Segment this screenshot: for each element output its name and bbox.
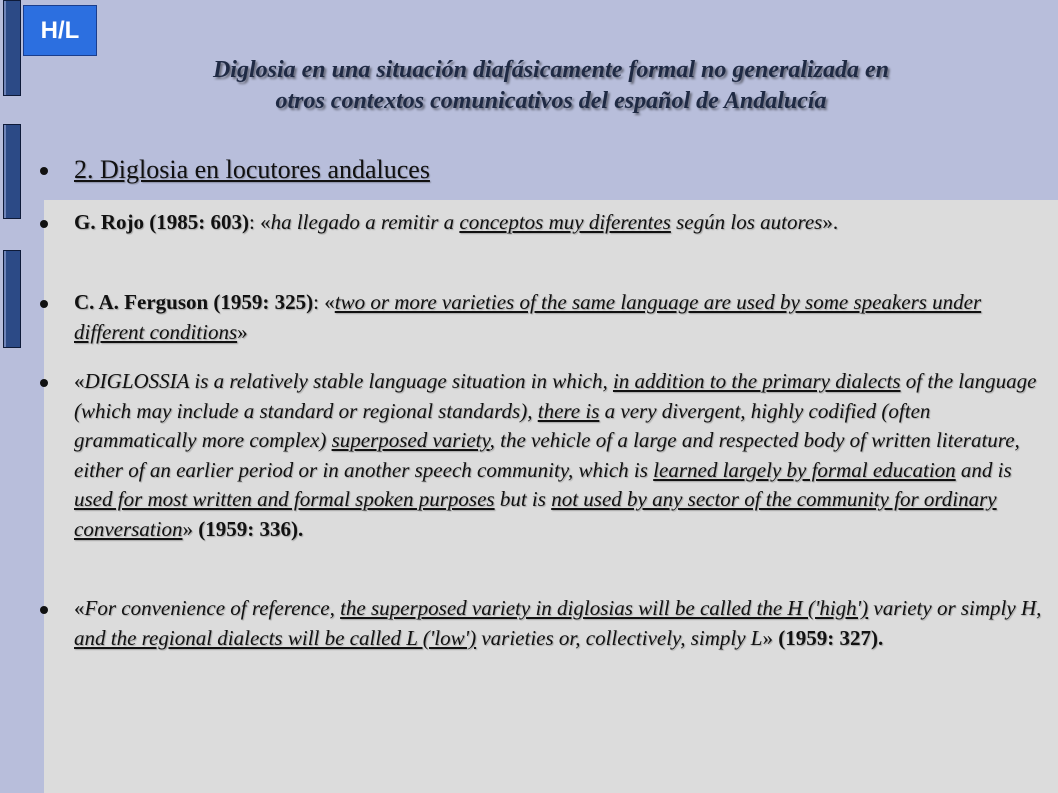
hl-badge: H/L [23, 5, 97, 56]
quote-underlined: superposed variety [331, 428, 490, 452]
quote-close: » [182, 516, 199, 541]
quote-underlined: conceptos muy diferentes [459, 210, 671, 234]
bullet-definition [74, 367, 1044, 544]
quote-text: según los autores [670, 210, 823, 234]
separator: : « [248, 210, 271, 234]
quote-text: varieties or, collectively, simply L [476, 625, 763, 650]
quote-underlined: used for most written and formal spoken purposes [74, 487, 495, 511]
bullet-dot [40, 379, 48, 387]
bullet-dot [40, 606, 48, 614]
quote-close: ». [822, 210, 839, 234]
quote-text: and is [955, 457, 1012, 482]
quote-text: a very divergent, highly codified (often grammatically more complex) [74, 398, 931, 452]
heading-text: 2. Diglosia en locutores andaluces [74, 155, 430, 184]
quote-underlined: two or more varieties of the same language are used by some speakers under different conditions [74, 290, 982, 344]
quote-underlined: and the regional dialects will be called L ('low') [74, 625, 477, 650]
quote-text: , the vehicle of a large and respected body of written literature, either of an earlier period or in another speech community, which is [74, 428, 1020, 482]
citation: (1959: 336). [198, 516, 304, 541]
quote-text: but is [494, 487, 552, 511]
quote-text: of the language (which may include a standard or regional standards), [74, 369, 1037, 423]
quote-underlined: the superposed variety in diglosias will be called the H ('high') [340, 596, 869, 620]
decorative-bar [3, 124, 21, 219]
slide-title [44, 55, 1058, 117]
bullet-rojo [74, 208, 1044, 238]
quote-underlined: not used by any sector of the community for ordinary conversation [74, 487, 997, 541]
bullet-dot [40, 220, 48, 228]
citation: (1959: 327). [778, 625, 884, 650]
bullet-convenience [74, 594, 1044, 653]
bullet-dot [40, 167, 48, 175]
decorative-bar [3, 0, 21, 96]
decorative-bar [3, 250, 21, 348]
title-line-2: otros contextos comunicativos del español de Andalucía [275, 88, 827, 114]
bullet-ferguson [74, 288, 1044, 347]
bullet-dot [40, 300, 48, 308]
title-line-1: Diglosia en una situación diafásicamente formal no generalizada en [212, 57, 890, 83]
quote-close: » [237, 319, 248, 344]
quote-text: ha llegado a remitir a [270, 210, 460, 234]
bullet-heading [74, 155, 1044, 185]
quote-underlined: in addition to the primary dialects [612, 369, 901, 393]
separator: : « [313, 290, 335, 314]
quote-close: » [762, 625, 779, 650]
quote-underlined: there is [537, 398, 600, 423]
quote-open: « [74, 596, 85, 620]
quote-text: variety or simply H, [868, 596, 1042, 620]
quote-underlined: learned largely by formal education [653, 457, 956, 482]
citation: C. A. Ferguson (1959: 325) [74, 290, 314, 314]
citation: G. Rojo (1985: 603) [74, 210, 249, 234]
quote-text: For convenience of reference, [84, 596, 341, 620]
left-strip [0, 0, 44, 793]
quote-open: « [74, 369, 85, 393]
quote-text: DIGLOSSIA is a relatively stable language situation in which, [84, 369, 613, 393]
